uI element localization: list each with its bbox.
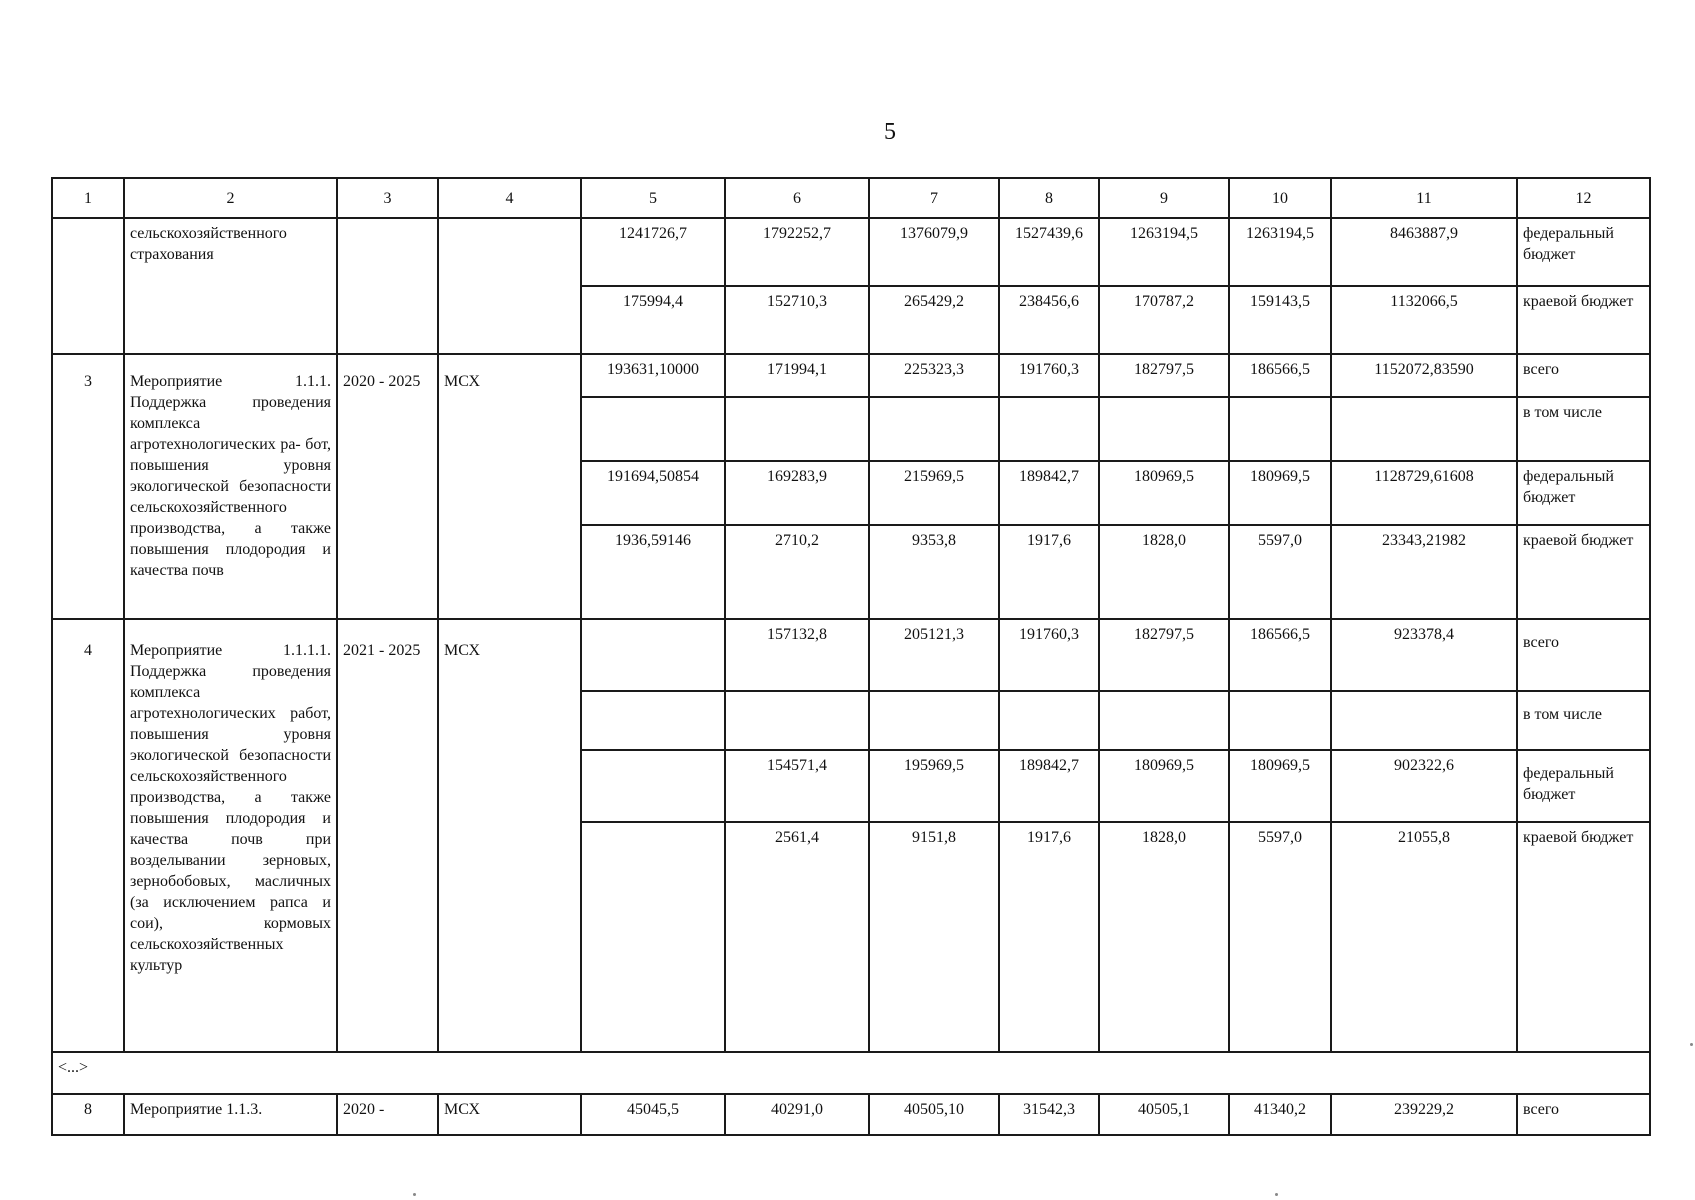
value-cell: 191760,3 — [999, 619, 1099, 691]
value-cell: 1263194,5 — [1229, 218, 1331, 286]
column-header: 5 — [581, 178, 725, 218]
value-cell: 186566,5 — [1229, 354, 1331, 397]
table-row — [52, 354, 1650, 397]
value-cell — [725, 691, 869, 750]
value-cell — [1099, 691, 1229, 750]
total-cell: 239229,2 — [1331, 1094, 1517, 1135]
value-cell: 193631,10000 — [581, 354, 725, 397]
value-cell: 41340,2 — [1229, 1094, 1331, 1135]
value-cell: 2710,2 — [725, 525, 869, 619]
value-cell: 1792252,7 — [725, 218, 869, 286]
value-cell — [581, 691, 725, 750]
value-cell: 171994,1 — [725, 354, 869, 397]
funding-source: федеральный бюджет — [1517, 750, 1650, 822]
column-header: 7 — [869, 178, 999, 218]
measure-name: Мероприятие 1.1.1.1. Поддержка проведения комплекса агротехнологических работ, повышения уровня экологической безопасности сельскохозяйственного производства, а также повышения плодородия и качества почв при возделывании зерновых, зернобобовых, масличных (за исключением рапса и сои), кормовых сельскохозяйственных культур — [124, 619, 337, 1052]
executor-cell — [438, 218, 581, 354]
value-cell: 1828,0 — [1099, 822, 1229, 1052]
total-cell — [1331, 397, 1517, 461]
value-cell: 1917,6 — [999, 822, 1099, 1052]
value-cell — [869, 691, 999, 750]
funding-source: федеральный бюджет — [1517, 461, 1650, 525]
value-cell — [999, 691, 1099, 750]
value-cell: 1263194,5 — [1099, 218, 1229, 286]
value-cell — [1229, 397, 1331, 461]
total-cell — [1331, 691, 1517, 750]
column-header: 10 — [1229, 178, 1331, 218]
period-cell — [337, 218, 438, 354]
value-cell: 265429,2 — [869, 286, 999, 354]
value-cell: 205121,3 — [869, 619, 999, 691]
table-row — [52, 619, 1650, 691]
value-cell: 1376079,9 — [869, 218, 999, 286]
funding-source: в том числе — [1517, 397, 1650, 461]
value-cell: 1241726,7 — [581, 218, 725, 286]
value-cell: 180969,5 — [1229, 750, 1331, 822]
table-header-row — [52, 178, 1650, 218]
value-cell: 1936,59146 — [581, 525, 725, 619]
omitted-rows-marker: <...> — [52, 1052, 1650, 1094]
total-cell: 23343,21982 — [1331, 525, 1517, 619]
scan-speck — [413, 1193, 416, 1196]
value-cell: 170787,2 — [1099, 286, 1229, 354]
executor-cell: МСХ — [438, 619, 581, 1052]
total-cell: 902322,6 — [1331, 750, 1517, 822]
table-row — [52, 1052, 1650, 1094]
value-cell: 180969,5 — [1229, 461, 1331, 525]
value-cell: 9151,8 — [869, 822, 999, 1052]
value-cell: 180969,5 — [1099, 461, 1229, 525]
funding-source: всего — [1517, 1094, 1650, 1135]
value-cell: 186566,5 — [1229, 619, 1331, 691]
table-row — [52, 1094, 1650, 1135]
value-cell — [581, 397, 725, 461]
funding-source: всего — [1517, 619, 1650, 691]
column-header: 2 — [124, 178, 337, 218]
value-cell — [1099, 397, 1229, 461]
value-cell: 40505,1 — [1099, 1094, 1229, 1135]
measure-name: Мероприятие 1.1.3. — [124, 1094, 337, 1135]
budget-table — [51, 177, 1651, 1136]
value-cell — [581, 619, 725, 691]
value-cell: 157132,8 — [725, 619, 869, 691]
value-cell — [1229, 691, 1331, 750]
period-cell: 2021 - 2025 — [337, 619, 438, 1052]
funding-source: всего — [1517, 354, 1650, 397]
value-cell — [725, 397, 869, 461]
value-cell: 40505,10 — [869, 1094, 999, 1135]
funding-source: краевой бюджет — [1517, 525, 1650, 619]
value-cell: 189842,7 — [999, 461, 1099, 525]
value-cell: 45045,5 — [581, 1094, 725, 1135]
measure-name: сельскохозяйственного страхования — [124, 218, 337, 354]
value-cell — [581, 822, 725, 1052]
value-cell: 40291,0 — [725, 1094, 869, 1135]
value-cell: 1527439,6 — [999, 218, 1099, 286]
period-cell: 2020 - 2025 — [337, 354, 438, 619]
column-header: 6 — [725, 178, 869, 218]
column-header: 3 — [337, 178, 438, 218]
value-cell: 2561,4 — [725, 822, 869, 1052]
column-header: 9 — [1099, 178, 1229, 218]
value-cell: 152710,3 — [725, 286, 869, 354]
row-number-cell: 3 — [52, 354, 124, 619]
funding-source: краевой бюджет — [1517, 286, 1650, 354]
value-cell: 191694,50854 — [581, 461, 725, 525]
funding-source: краевой бюджет — [1517, 822, 1650, 1052]
value-cell — [581, 750, 725, 822]
value-cell: 159143,5 — [1229, 286, 1331, 354]
scan-speck — [1275, 1193, 1278, 1196]
column-header: 11 — [1331, 178, 1517, 218]
value-cell: 191760,3 — [999, 354, 1099, 397]
value-cell: 238456,6 — [999, 286, 1099, 354]
measure-name: Мероприятие 1.1.1. Поддержка проведения комплекса агротехнологических ра- бот, повышения уровня экологической безопасности сельскохозяйственного производства, а также повышения плодородия и качества почв — [124, 354, 337, 619]
value-cell: 1917,6 — [999, 525, 1099, 619]
column-header: 8 — [999, 178, 1099, 218]
value-cell: 5597,0 — [1229, 822, 1331, 1052]
value-cell: 9353,8 — [869, 525, 999, 619]
value-cell: 182797,5 — [1099, 619, 1229, 691]
value-cell: 215969,5 — [869, 461, 999, 525]
funding-source: федеральный бюджет — [1517, 218, 1650, 286]
value-cell: 1828,0 — [1099, 525, 1229, 619]
value-cell: 154571,4 — [725, 750, 869, 822]
page-number: 5 — [884, 119, 896, 145]
scan-speck — [1690, 1043, 1693, 1046]
value-cell: 169283,9 — [725, 461, 869, 525]
value-cell: 225323,3 — [869, 354, 999, 397]
total-cell: 1152072,83590 — [1331, 354, 1517, 397]
row-number-cell: 4 — [52, 619, 124, 1052]
value-cell — [999, 397, 1099, 461]
total-cell: 923378,4 — [1331, 619, 1517, 691]
executor-cell: МСХ — [438, 354, 581, 619]
total-cell: 8463887,9 — [1331, 218, 1517, 286]
total-cell: 21055,8 — [1331, 822, 1517, 1052]
total-cell: 1132066,5 — [1331, 286, 1517, 354]
total-cell: 1128729,61608 — [1331, 461, 1517, 525]
column-header: 12 — [1517, 178, 1650, 218]
period-cell: 2020 - — [337, 1094, 438, 1135]
value-cell: 189842,7 — [999, 750, 1099, 822]
value-cell — [869, 397, 999, 461]
value-cell: 180969,5 — [1099, 750, 1229, 822]
row-number-cell: 8 — [52, 1094, 124, 1135]
funding-source: в том числе — [1517, 691, 1650, 750]
value-cell: 182797,5 — [1099, 354, 1229, 397]
value-cell: 5597,0 — [1229, 525, 1331, 619]
executor-cell: МСХ — [438, 1094, 581, 1135]
table-row — [52, 218, 1650, 286]
column-header: 1 — [52, 178, 124, 218]
column-header: 4 — [438, 178, 581, 218]
row-number-cell — [52, 218, 124, 354]
value-cell: 31542,3 — [999, 1094, 1099, 1135]
value-cell: 195969,5 — [869, 750, 999, 822]
value-cell: 175994,4 — [581, 286, 725, 354]
